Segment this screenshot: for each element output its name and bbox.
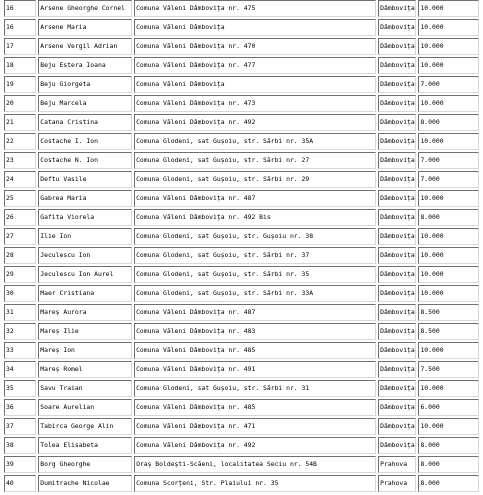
table-row xyxy=(4,323,479,340)
amount-cell: 10.000 xyxy=(418,228,479,245)
table-row xyxy=(4,114,479,131)
table-row xyxy=(4,133,479,150)
amount-cell: 10.000 xyxy=(418,133,479,150)
table-row xyxy=(4,380,479,397)
name-cell: Tabirca George Alin xyxy=(38,418,132,435)
county-cell: Dâmbovița xyxy=(378,95,416,112)
name-cell: Soare Aurelian xyxy=(38,399,132,416)
county-cell: Prahova xyxy=(378,456,416,473)
amount-cell: 10.000 xyxy=(418,95,479,112)
table-row xyxy=(4,228,479,245)
table-row xyxy=(4,95,479,112)
amount-cell: 8.000 xyxy=(418,475,479,492)
table-row xyxy=(4,171,479,188)
row-number-cell: 33 xyxy=(4,342,36,359)
address-cell: Comuna Văleni Dâmbovița nr. 485 xyxy=(134,342,376,359)
row-number-cell: 18 xyxy=(4,57,36,74)
county-cell: Dâmbovița xyxy=(378,361,416,378)
address-cell: Oraș Boldești-Scăeni, localitatea Seciu nr. 54B xyxy=(134,456,376,473)
row-number-cell: 16 xyxy=(4,19,36,36)
county-cell: Dâmbovița xyxy=(378,19,416,36)
amount-cell: 10.000 xyxy=(418,19,479,36)
address-cell: Comuna Văleni Dâmbovița nr. 483 xyxy=(134,323,376,340)
amount-cell: 6.000 xyxy=(418,399,479,416)
name-cell: Mareș Aurora xyxy=(38,304,132,321)
address-cell: Comuna Scorțeni, Str. Plaiului nr. 35 xyxy=(134,475,376,492)
row-number-cell: 32 xyxy=(4,323,36,340)
county-cell: Dâmbovița xyxy=(378,0,416,17)
address-cell: Comuna Văleni Dâmbovița nr. 492 xyxy=(134,437,376,454)
county-cell: Dâmbovița xyxy=(378,190,416,207)
table-row xyxy=(4,418,479,435)
address-cell: Comuna Văleni Dâmbovița nr. 475 xyxy=(134,0,376,17)
name-cell: Costache N. Ion xyxy=(38,152,132,169)
address-cell: Comuna Văleni Dâmbovița nr. 492 Bis xyxy=(134,209,376,226)
name-cell: Dumitrache Nicolae xyxy=(38,475,132,492)
table-row xyxy=(4,285,479,302)
county-cell: Dâmbovița xyxy=(378,247,416,264)
amount-cell: 7.000 xyxy=(418,152,479,169)
row-number-cell: 31 xyxy=(4,304,36,321)
table-row xyxy=(4,266,479,283)
address-cell: Comuna Glodeni, sat Gușoiu, str. Sărbi nr. 27 xyxy=(134,152,376,169)
county-cell: Dâmbovița xyxy=(378,418,416,435)
table-row xyxy=(4,0,479,17)
row-number-cell: 17 xyxy=(4,38,36,55)
table-row xyxy=(4,190,479,207)
name-cell: Gabrea Maria xyxy=(38,190,132,207)
county-cell: Dâmbovița xyxy=(378,304,416,321)
county-cell: Dâmbovița xyxy=(378,57,416,74)
row-number-cell: 19 xyxy=(4,76,36,93)
address-cell: Comuna Glodeni, sat Gușoiu, str. Sărbi nr. 33A xyxy=(134,285,376,302)
row-number-cell: 22 xyxy=(4,133,36,150)
name-cell: Beju Giorgeta xyxy=(38,76,132,93)
table-row xyxy=(4,361,479,378)
address-cell: Comuna Văleni Dâmbovița nr. 471 xyxy=(134,418,376,435)
address-cell: Comuna Văleni Dâmbovița xyxy=(134,76,376,93)
county-cell: Dâmbovița xyxy=(378,209,416,226)
address-cell: Comuna Glodeni, sat Gușoiu, str. Sărbi nr. 35A xyxy=(134,133,376,150)
table-row xyxy=(4,209,479,226)
amount-cell: 10.000 xyxy=(418,0,479,17)
name-cell: Beju Estera Ioana xyxy=(38,57,132,74)
beneficiaries-table xyxy=(2,0,481,494)
amount-cell: 10.000 xyxy=(418,38,479,55)
table-row xyxy=(4,399,479,416)
county-cell: Prahova xyxy=(378,475,416,492)
table-row xyxy=(4,76,479,93)
amount-cell: 7.000 xyxy=(418,76,479,93)
table-row xyxy=(4,304,479,321)
row-number-cell: 21 xyxy=(4,114,36,131)
name-cell: Catana Cristina xyxy=(38,114,132,131)
amount-cell: 10.000 xyxy=(418,57,479,74)
amount-cell: 10.000 xyxy=(418,418,479,435)
amount-cell: 10.000 xyxy=(418,380,479,397)
row-number-cell: 28 xyxy=(4,247,36,264)
name-cell: Mareș Ilie xyxy=(38,323,132,340)
row-number-cell: 38 xyxy=(4,437,36,454)
name-cell: Tolea Elisabeta xyxy=(38,437,132,454)
county-cell: Dâmbovița xyxy=(378,114,416,131)
row-number-cell: 37 xyxy=(4,418,36,435)
row-number-cell: 20 xyxy=(4,95,36,112)
name-cell: Mareș Romel xyxy=(38,361,132,378)
name-cell: Ilie Ion xyxy=(38,228,132,245)
name-cell: Jeculescu Ion Aurel xyxy=(38,266,132,283)
row-number-cell: 29 xyxy=(4,266,36,283)
table-row xyxy=(4,38,479,55)
name-cell: Maer Cristiana xyxy=(38,285,132,302)
row-number-cell: 23 xyxy=(4,152,36,169)
name-cell: Borg Gheorghe xyxy=(38,456,132,473)
table-row xyxy=(4,57,479,74)
name-cell: Mareș Ion xyxy=(38,342,132,359)
county-cell: Dâmbovița xyxy=(378,228,416,245)
address-cell: Comuna Glodeni, sat Gușoiu, str. Gușoiu nr. 38 xyxy=(134,228,376,245)
table-row xyxy=(4,247,479,264)
county-cell: Dâmbovița xyxy=(378,323,416,340)
county-cell: Dâmbovița xyxy=(378,152,416,169)
county-cell: Dâmbovița xyxy=(378,399,416,416)
county-cell: Dâmbovița xyxy=(378,342,416,359)
name-cell: Savu Traian xyxy=(38,380,132,397)
row-number-cell: 16 xyxy=(4,0,36,17)
address-cell: Comuna Văleni Dâmbovița nr. 473 xyxy=(134,95,376,112)
amount-cell: 10.000 xyxy=(418,190,479,207)
row-number-cell: 35 xyxy=(4,380,36,397)
amount-cell: 8.000 xyxy=(418,437,479,454)
amount-cell: 8.000 xyxy=(418,209,479,226)
address-cell: Comuna Glodeni, sat Gușoiu, str. Sărbi nr. 37 xyxy=(134,247,376,264)
table-row xyxy=(4,456,479,473)
name-cell: Arsene Vergil Adrian xyxy=(38,38,132,55)
amount-cell: 10.000 xyxy=(418,342,479,359)
row-number-cell: 36 xyxy=(4,399,36,416)
row-number-cell: 30 xyxy=(4,285,36,302)
table-body xyxy=(4,0,479,492)
row-number-cell: 24 xyxy=(4,171,36,188)
county-cell: Dâmbovița xyxy=(378,76,416,93)
amount-cell: 10.000 xyxy=(418,247,479,264)
amount-cell: 7.500 xyxy=(418,361,479,378)
amount-cell: 7.000 xyxy=(418,171,479,188)
county-cell: Dâmbovița xyxy=(378,38,416,55)
name-cell: Deftu Vasile xyxy=(38,171,132,188)
county-cell: Dâmbovița xyxy=(378,266,416,283)
table-row xyxy=(4,342,479,359)
table-row xyxy=(4,475,479,492)
name-cell: Costache I. Ion xyxy=(38,133,132,150)
name-cell: Arsene Maria xyxy=(38,19,132,36)
name-cell: Gafita Viorela xyxy=(38,209,132,226)
address-cell: Comuna Văleni Dâmbovița nr. 491 xyxy=(134,361,376,378)
address-cell: Comuna Văleni Dâmbovița nr. 477 xyxy=(134,57,376,74)
address-cell: Comuna Glodeni, sat Gușoiu, str. Sărbi nr. 31 xyxy=(134,380,376,397)
row-number-cell: 34 xyxy=(4,361,36,378)
amount-cell: 8.500 xyxy=(418,304,479,321)
address-cell: Comuna Văleni Dâmbovița nr. 470 xyxy=(134,38,376,55)
amount-cell: 8.000 xyxy=(418,456,479,473)
table-row xyxy=(4,437,479,454)
row-number-cell: 25 xyxy=(4,190,36,207)
county-cell: Dâmbovița xyxy=(378,133,416,150)
row-number-cell: 39 xyxy=(4,456,36,473)
name-cell: Arsene Gheorghe Cornel xyxy=(38,0,132,17)
county-cell: Dâmbovița xyxy=(378,171,416,188)
table-row xyxy=(4,19,479,36)
amount-cell: 8.500 xyxy=(418,323,479,340)
row-number-cell: 27 xyxy=(4,228,36,245)
county-cell: Dâmbovița xyxy=(378,380,416,397)
amount-cell: 8.000 xyxy=(418,114,479,131)
address-cell: Comuna Văleni Dâmbovița nr. 487 xyxy=(134,304,376,321)
address-cell: Comuna Glodeni, sat Gușoiu, str. Sărbi nr. 29 xyxy=(134,171,376,188)
name-cell: Beju Marcela xyxy=(38,95,132,112)
county-cell: Dâmbovița xyxy=(378,285,416,302)
address-cell: Comuna Văleni Dâmbovița nr. 485 xyxy=(134,399,376,416)
county-cell: Dâmbovița xyxy=(378,437,416,454)
address-cell: Comuna Văleni Dâmbovița xyxy=(134,19,376,36)
name-cell: Jeculescu Ion xyxy=(38,247,132,264)
address-cell: Comuna Văleni Dâmbovița nr. 492 xyxy=(134,114,376,131)
row-number-cell: 40 xyxy=(4,475,36,492)
amount-cell: 10.000 xyxy=(418,285,479,302)
address-cell: Comuna Văleni Dâmbovița nr. 487 xyxy=(134,190,376,207)
address-cell: Comuna Glodeni, sat Gușoiu, str. Sărbi nr. 35 xyxy=(134,266,376,283)
row-number-cell: 26 xyxy=(4,209,36,226)
amount-cell: 10.000 xyxy=(418,266,479,283)
table-row xyxy=(4,152,479,169)
